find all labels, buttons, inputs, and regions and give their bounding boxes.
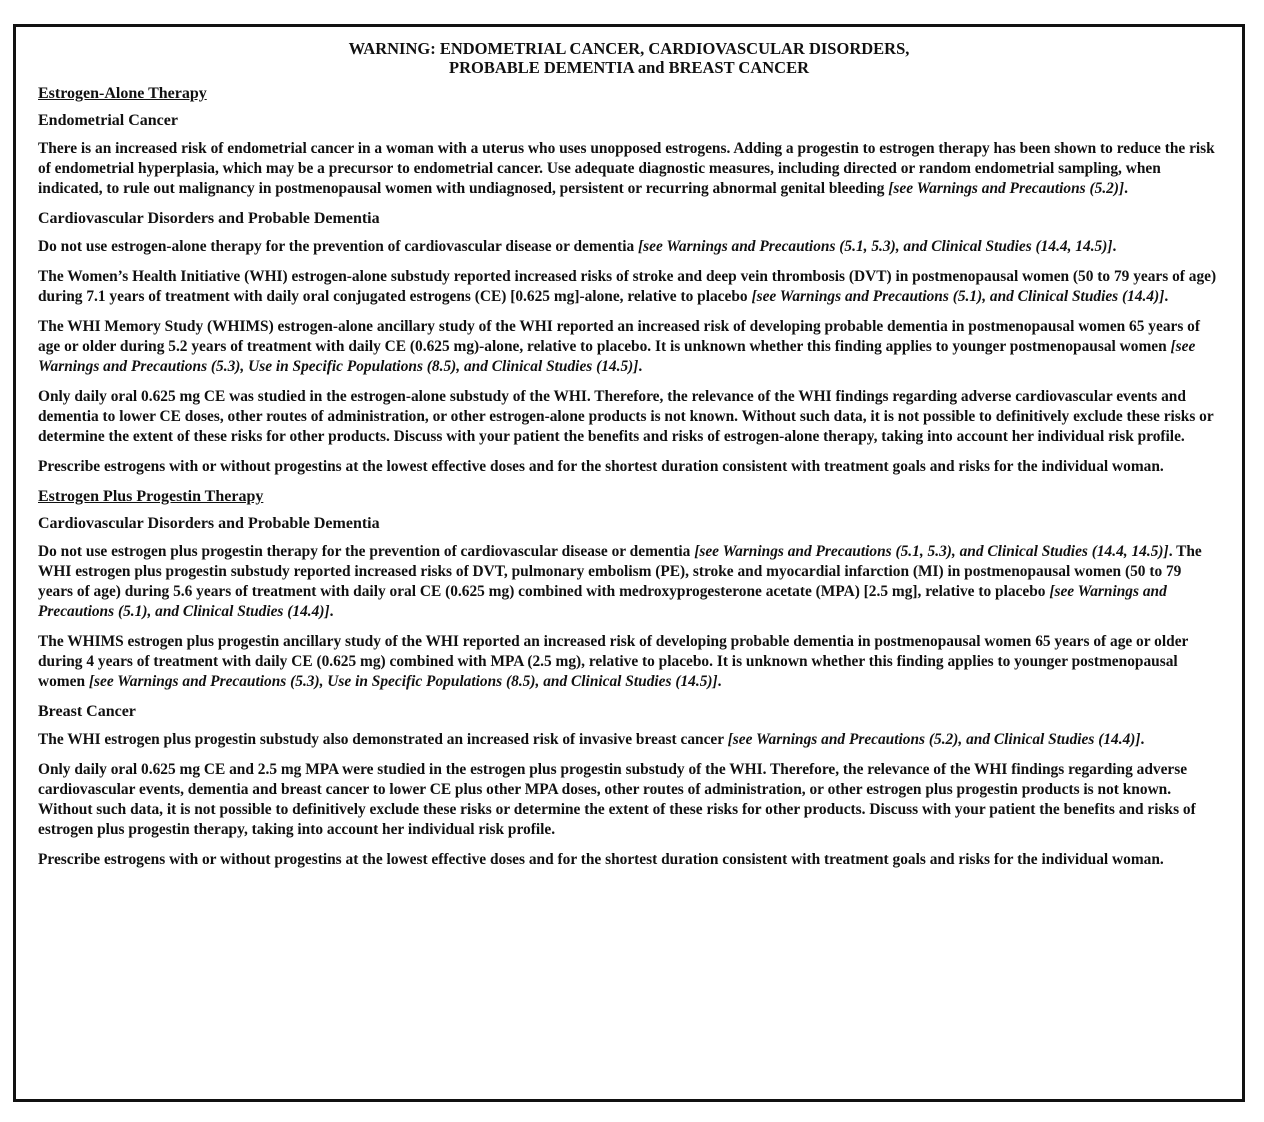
- paragraph-whi-breast-cancer: The WHI estrogen plus progestin substudy also demonstrated an increased risk of invasive breast cancer [see Warnings and Precautions (5.2), and Clinical Studies (14.4)].: [38, 731, 1145, 748]
- paragraph-whims-estrogen-alone: The WHI Memory Study (WHIMS) estrogen-alone ancillary study of the WHI reported an increased risk of developing probable dementia in postmenopausal women 65 years of age or older during 5.2 years of treatment with daily CE (0.625 mg)-alone, relative to placebo. It is unknown whether this finding applies to younger postmenopausal women [see Warnings and Precautions (5.3), Use in Specific Populations (8.5), and Clinical Studies (14.5)].: [38, 318, 1201, 375]
- paragraph-only-daily-oral-ce: Only daily oral 0.625 mg CE was studied in the estrogen-alone substudy of the WHI. Therefore, the relevance of the WHI findings regarding adverse cardiovascular events and dementia to lower CE doses, other routes of administration, or other estrogen-alone products is not known. Without such data, it is not possible to definitively exclude these risks or determine the extent of these risks for other products. Discuss with your patient the benefits and risks of estrogen-alone therapy, taking into account her individual risk profile.: [38, 388, 1214, 445]
- paragraph-only-daily-oral-ce-mpa: Only daily oral 0.625 mg CE and 2.5 mg MPA were studied in the estrogen plus progestin substudy of the WHI. Therefore, the relevance of the WHI findings regarding adverse cardiovascular events, dementia and breast cancer to lower CE plus other MPA doses, other routes of administration, or other estrogen plus progestin products is not known. Without such data, it is not possible to definitively exclude these risks or determine the extent of these risks for other products. Discuss with your patient the benefits and risks of estrogen plus progestin therapy, taking into account her individual risk profile.: [38, 761, 1196, 838]
- warning-title-line-1: WARNING: ENDOMETRIAL CANCER, CARDIOVASCULAR DISORDERS,: [348, 39, 910, 58]
- section-heading-estrogen-plus-progestin: Estrogen Plus Progestin Therapy: [38, 488, 264, 505]
- reference-citation: [see Warnings and Precautions (5.1), and Clinical Studies (14.4)]: [751, 288, 1165, 305]
- reference-citation: [see Warnings and Precautions (5.3), Use in Specific Populations (8.5), and Clinical Studies (14.5)]: [38, 338, 1196, 375]
- paragraph-prescribe-lowest-dose-2: Prescribe estrogens with or without progestins at the lowest effective doses and for the shortest duration consistent with treatment goals and risks for the individual woman.: [38, 851, 1164, 868]
- reference-citation: [see Warnings and Precautions (5.2)]: [888, 180, 1125, 197]
- reference-citation: [see Warnings and Precautions (5.1, 5.3), and Clinical Studies (14.4, 14.5)]: [694, 543, 1169, 560]
- subheading-cardiovascular-dementia-2: Cardiovascular Disorders and Probable Dementia: [38, 515, 380, 532]
- warning-title: [38, 39, 1220, 77]
- section-heading-estrogen-alone: Estrogen-Alone Therapy: [38, 85, 207, 102]
- paragraph-do-not-use-estrogen-alone: Do not use estrogen-alone therapy for the prevention of cardiovascular disease or dementia [see Warnings and Precautions (5.1, 5.3), and Clinical Studies (14.4, 14.5)].: [38, 238, 1117, 255]
- paragraph-prescribe-lowest-dose-1: Prescribe estrogens with or without progestins at the lowest effective doses and for the shortest duration consistent with treatment goals and risks for the individual woman.: [38, 458, 1164, 475]
- paragraph-whims-estrogen-plus-progestin: The WHIMS estrogen plus progestin ancillary study of the WHI reported an increased risk of developing probable dementia in postmenopausal women 65 years of age or older during 4 years of treatment with daily CE (0.625 mg) combined with MPA (2.5 mg), relative to placebo. It is unknown whether this finding applies to younger postmenopausal women [see Warnings and Precautions (5.3), Use in Specific Populations (8.5), and Clinical Studies (14.5)].: [38, 633, 1189, 690]
- boxed-warning: [13, 24, 1245, 1102]
- reference-citation: [see Warnings and Precautions (5.1), and Clinical Studies (14.4)]: [38, 583, 1167, 620]
- paragraph-do-not-use-estrogen-plus-progestin: Do not use estrogen plus progestin therapy for the prevention of cardiovascular disease or dementia [see Warnings and Precautions (5.1, 5.3), and Clinical Studies (14.4, 14.5)]. The WHI estrogen plus progestin substudy reported increased risks of DVT, pulmonary embolism (PE), stroke and myocardial infarction (MI) in postmenopausal women (50 to 79 years of age) during 5.6 years of treatment with daily oral CE (0.625 mg) combined with medroxyprogesterone acetate (MPA) [2.5 mg], relative to placebo [see Warnings and Precautions (5.1), and Clinical Studies (14.4)].: [38, 543, 1202, 620]
- reference-citation: [see Warnings and Precautions (5.3), Use in Specific Populations (8.5), and Clinical Studies (14.5)]: [88, 673, 718, 690]
- paragraph-whi-estrogen-alone: The Women’s Health Initiative (WHI) estrogen-alone substudy reported increased risks of stroke and deep vein thrombosis (DVT) in postmenopausal women (50 to 79 years of age) during 7.1 years of treatment with daily oral conjugated estrogens (CE) [0.625 mg]-alone, relative to placebo [see Warnings and Precautions (5.1), and Clinical Studies (14.4)].: [38, 268, 1217, 305]
- subheading-breast-cancer: Breast Cancer: [38, 703, 136, 720]
- subheading-endometrial-cancer: Endometrial Cancer: [38, 112, 178, 129]
- subheading-cardiovascular-dementia: Cardiovascular Disorders and Probable Dementia: [38, 210, 380, 227]
- paragraph-endometrial-cancer: There is an increased risk of endometrial cancer in a woman with a uterus who uses unopposed estrogens. Adding a progestin to estrogen therapy has been shown to reduce the risk of endometrial hyperplasia, which may be a precursor to endometrial cancer. Use adequate diagnostic measures, including directed or random endometrial sampling, when indicated, to rule out malignancy in postmenopausal women with undiagnosed, persistent or recurring abnormal genital bleeding [see Warnings and Precautions (5.2)].: [38, 140, 1215, 197]
- reference-citation: [see Warnings and Precautions (5.2), and Clinical Studies (14.4)]: [727, 731, 1141, 748]
- reference-citation: [see Warnings and Precautions (5.1, 5.3), and Clinical Studies (14.4, 14.5)]: [638, 238, 1113, 255]
- warning-title-line-2: PROBABLE DEMENTIA and BREAST CANCER: [448, 58, 810, 77]
